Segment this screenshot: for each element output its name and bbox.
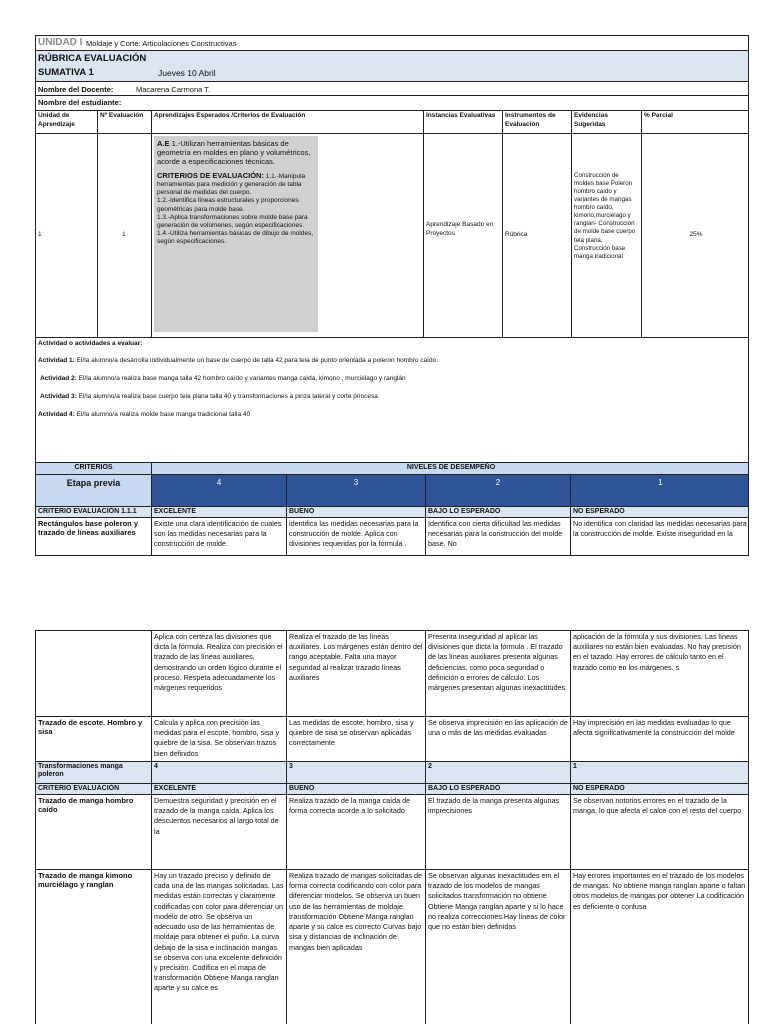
scores-row xyxy=(36,475,748,507)
evaluation-date: Jueves 10 Abril xyxy=(158,68,216,78)
student-label: Nombre del estudiante: xyxy=(38,98,122,107)
activity-1 xyxy=(38,357,438,364)
manga-kimono-excelente: Hay un trazado preciso y definido de cada una de las mangas solicitadas. Las medidas están correctas y claramente codificadas con color para diferenciar un modelo de otro. Se observa un adecuado uso de las herramientas de moldaje para obtener el puño. La curva debajo de la sisa e inclinación mangas se observa con una excelente definición y precisión. Codifica en el mapa de transformación Obtiene Manga ranglan aparte y su calce es xyxy=(152,870,287,1024)
n-eval-value: 1 xyxy=(122,231,126,238)
ae-label: A.E xyxy=(157,139,170,148)
criterion-1-1-1-label: CRITERIO EVALUACIÓN 1.1.1 xyxy=(36,507,152,517)
score-4: 4 xyxy=(152,475,287,506)
rectangulos-label: Rectángulos base poleron y trazado de líneas auxiliares xyxy=(36,518,152,556)
rectangulos-no-esperado: No identifica con claridad las medidas necesarias para la construcción de molde. Existe inseguridad en la xyxy=(573,519,747,539)
transform-score-4: 4 xyxy=(152,762,287,783)
criterio-no-esperado: NO ESPERADO xyxy=(573,785,625,792)
level-no-esperado: NO ESPERADO xyxy=(573,508,625,515)
cell-instrumentos xyxy=(503,134,572,337)
level-bajo: BAJO LO ESPERADO xyxy=(426,507,571,517)
activity-2-label: Actividad 2: xyxy=(40,375,77,382)
manga-caido-bueno: Realiza trazado de la manga caída de forma correcta acorde a lo solicitado xyxy=(287,795,426,869)
manga-kimono-bueno: Realiza trazado de mangas solicitadas de forma correcta codificando con color para diferenciar modelos. Se observa un buen uso de las herramientas de moldaje. transformación Obtiene Manga ranglan aparte y su calce es correcto Curvas bajo sisa y distancias de inclinación de mangas bien aplicadas xyxy=(287,870,426,1024)
ce-1-3: 1.3.-Aplica transformaciones sobre molde base para generación de volúmenes, según especificaciones. xyxy=(157,213,308,229)
criterio-excelente: EXCELENTE xyxy=(152,784,287,794)
unit-row xyxy=(36,36,748,51)
manga-kimono-row xyxy=(36,870,748,1024)
unit-title: Moldaje y Corte: Articulaciones Constructivas xyxy=(86,39,237,48)
continued-excelente: Aplica con certeza las divisiones que dicta la fórmula. Realiza con precisión el trazado de las líneas auxiliares, demostrando un orden lógico durante el proceso. Respeta adecuadamente los márgenes requeridos xyxy=(152,631,287,716)
criterion-1-1-1-row xyxy=(36,518,748,556)
rectangulos-bajo: Identifica con cierta dificultad las medidas necesarias para la construcción del molde base. No xyxy=(426,518,571,556)
manga-kimono-no-esperado: Hay errores importantes en el trazado de los modelos de mangas. No obtiene manga ranglan aparte o faltan otros modelos de mangas por obtener La codificación es deficiente o confusa xyxy=(573,871,746,911)
cell-unidad xyxy=(36,134,98,337)
activities-section xyxy=(36,338,748,463)
level-bueno: BUENO xyxy=(287,507,426,517)
manga-kimono-bajo: Se observan algunas inexactitudes em el trazado de los modelos de mangas solicitados transformación no obtiene Obtiene Manga ranglan aparte y si lo hace no realiza correcciones.Hay líneas de color que no están bien definidas xyxy=(426,870,571,1024)
instancias-value: Aprendizaje Basado en Proyectos xyxy=(426,221,494,237)
activity-2-text: El/la alumno/a realiza base manga talla 42 hombro caído y variantes manga caída, kimono , murciélago y ranglán xyxy=(78,375,406,382)
criterio-bueno: BUENO xyxy=(287,784,426,794)
continued-row xyxy=(36,631,748,717)
col-aprendizajes: Aprendizajes Esperados /Criterios de Evaluación xyxy=(152,111,424,133)
manga-caido-row xyxy=(36,795,748,870)
activity-1-label: Actividad 1: xyxy=(38,357,75,364)
learning-outcome-box xyxy=(154,136,318,332)
activity-4 xyxy=(38,411,250,418)
ce-1-4: 1.4.-Utiliza herramientas básicas de dibujo de moldes, según especificaciones. xyxy=(157,229,314,245)
escote-row xyxy=(36,717,748,762)
criterio-label: CRITERIO EVALUACIÓN xyxy=(36,784,152,794)
transform-score-2: 2 xyxy=(426,762,571,783)
unidad-value: 1 xyxy=(38,231,42,238)
student-row xyxy=(36,96,748,111)
rubric-title-1: RÚBRICA EVALUACIÓN xyxy=(38,53,147,64)
manga-caido-bajo: El trazado de la manga presenta algunas imprecisiones xyxy=(426,795,571,869)
criterio-bajo: BAJO LO ESPERADO xyxy=(426,784,571,794)
ce-1-1: 1.1.-Manipula herramientas para medición y generación de tabla personal de medidas del cuerpo. xyxy=(157,173,306,197)
transform-score-1: 1 xyxy=(573,763,577,770)
escote-label: Trazado de escote. Hombro y sisa xyxy=(36,717,152,761)
score-1: 1 xyxy=(571,475,749,506)
rectangulos-bueno: identifica las medidas necesarias para la construcción de molde. Aplica con divisiones requeridas por la fórmula . xyxy=(287,518,426,556)
activity-3-text: El/la alumno/a realiza base cuerpo tela plana talla 40 y transformaciones a pinza lateral y corte princesa xyxy=(78,393,378,400)
cell-evidencias xyxy=(572,134,642,337)
col-instancias: Instancias Evaluativas xyxy=(424,111,503,133)
transform-label: Transformaciones manga poleron xyxy=(36,762,152,783)
col-parcial: % Parcial xyxy=(644,112,673,119)
escote-no-esperado: Hay imprecisión en las medidas evaluadas lo que afecta significativamente la construcción del molde xyxy=(573,718,735,738)
rubric-title-2: SUMATIVA 1 xyxy=(38,67,94,78)
rectangulos-excelente: Existe una clara identificación de cuales son las medidas necesarias para la construcción de molde. xyxy=(152,518,287,556)
ce-block xyxy=(157,171,317,246)
score-3: 3 xyxy=(287,475,426,506)
col-instrumentos: Instrumentos de Evaluación xyxy=(503,111,572,133)
manga-caido-no-esperado: Se observan notorios errores en el trazado de la manga, lo que afecta el calce con el resto del cuerpo xyxy=(573,796,742,816)
col-n-evaluacion: Nº Evaluación xyxy=(98,111,152,133)
criterio-header-row xyxy=(36,784,748,795)
rubric-page-1 xyxy=(35,35,749,556)
manga-caido-excelente: Demuestra seguridad y precisión en el trazado de la manga caída. Aplica los descuentos necesarios al largo total de la xyxy=(152,795,287,869)
niveles-header: NIVELES DE DESEMPEÑO xyxy=(406,464,496,471)
ae-block xyxy=(157,139,317,166)
teacher-name: Macarena Carmona T. xyxy=(136,85,211,94)
criterios-header: CRITERIOS xyxy=(36,463,152,474)
continued-label-cell xyxy=(36,631,152,716)
ce-1-2: 1.2.-Identifica líneas estructurales y proporciones geométricas para molde base. xyxy=(157,197,299,213)
parcial-value: 25% xyxy=(689,231,703,238)
teacher-row xyxy=(36,82,748,96)
activity-1-text: El/la alumno/a desarrolla individualmente un base de cuerpo de talla 42 para tela de punto orientada a poleron hombro caído. xyxy=(76,357,439,364)
level-excelente: EXCELENTE xyxy=(152,507,287,517)
cell-aprendizajes xyxy=(152,134,424,337)
continued-bueno: Realiza el trazado de las líneas auxiliares. Los márgenes están dentro del rango aceptable. Falta una mayor seguridad al realizar trazado líneas auxiliares xyxy=(287,631,426,716)
cell-parcial xyxy=(642,134,749,337)
cell-instancias xyxy=(424,134,503,337)
continued-no-esperado: aplicación de la fórmula y sus divisiones. Las líneas auxiliares no están bien evaluadas. No hay precisión en el tazado. Hay errores de cálculo tanto en el trazado como en los márgenes. s xyxy=(573,632,741,672)
levels-header-row xyxy=(36,463,748,475)
ae-text: 1.-Utilizan herramientas básicas de geometría en moldes en plano y volumétricos, acorde a especificaciones técnicas. xyxy=(157,139,311,166)
column-header-row xyxy=(36,111,748,134)
etapa-previa: Etapa previa xyxy=(36,475,152,506)
manga-kimono-label: Trazado de manga kimono murciélago y ranglan xyxy=(36,870,152,1024)
activity-2 xyxy=(40,375,406,382)
rubric-page-2 xyxy=(35,630,749,1024)
activity-4-text: El/la alumno/a realiza molde base manga tradicional talla 40 xyxy=(76,411,251,418)
criterion-1-1-1-header xyxy=(36,507,748,518)
evidencias-value: Construcción de moldes base Poleron hombro caído y variantes de mangas hombro caído, kimono,murciélago y ranglan- Construcción de molde base cuerpo tela plana, Construcción base manga tradicional xyxy=(574,172,636,260)
cell-n-eval xyxy=(98,134,152,337)
escote-excelente: Calcula y aplica con precisión las medidas para el escote. hombro, sisa y quiebre de la sisa. Se observan trazos bien definidos xyxy=(152,717,287,761)
transform-row xyxy=(36,762,748,784)
activity-3-label: Actividad 3: xyxy=(40,393,77,400)
ce-label: CRITERIOS DE EVALUACIÓN: xyxy=(157,171,264,180)
score-2: 2 xyxy=(426,475,571,506)
activity-3 xyxy=(40,393,378,400)
col-evidencias: Evidencias Sugeridas xyxy=(572,111,642,133)
escote-bueno: Las medidas de escote, hombro, sisa y quiebre de sisa se observan aplicadas correctamente xyxy=(287,717,426,761)
escote-bajo: Se observa imprecisión en las aplicación de una o más de las medidas evaluadas xyxy=(426,717,571,761)
transform-score-3: 3 xyxy=(287,762,426,783)
manga-caido-label: Trazado de manga hombro caído xyxy=(36,795,152,869)
activities-heading: Actividad o actividades a evaluar: xyxy=(38,340,143,347)
activity-4-label: Actividad 4: xyxy=(38,411,75,418)
unit-label: UNIDAD I xyxy=(38,37,83,48)
col-unidad: Unidad de Aprendizaje xyxy=(36,111,98,133)
continued-bajo: Presenta inseguridad al aplicar las divisiones que dicta la fórmula . El trazado de las líneas auxiliares presenta algunas deficiencias, como poca seguridad o definición o errores de cálculo. Los márgenes presentan algunas inexactitudes. xyxy=(426,631,571,716)
instrumentos-value: Rúbrica xyxy=(505,231,528,238)
rubric-title-row xyxy=(36,51,748,82)
teacher-label: Nombre del Docente: xyxy=(38,85,114,94)
main-evaluation-row xyxy=(36,134,748,338)
